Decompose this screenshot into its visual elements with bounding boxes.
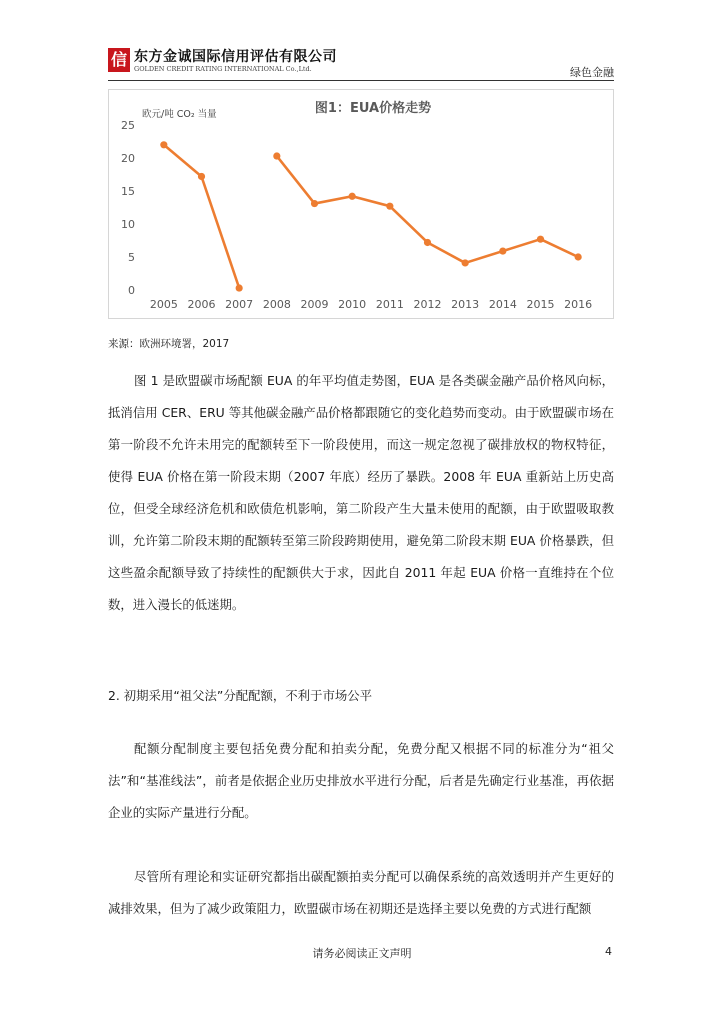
x-tick-label: 2009 xyxy=(300,298,329,311)
x-tick-label: 2007 xyxy=(225,298,254,311)
paragraph-1: 图 1 是欧盟碳市场配额 EUA 的年平均值走势图，EUA 是各类碳金融产品价格风向标，抵消信用 CER、ERU 等其他碳金融产品价格都跟随它的变化趋势而变动。由于欧盟碳市场在第一阶段不允许未用完的配额转至下一阶段使用，而这一规定忽视了碳排放权的物权特征，使得 EUA 价格在第一阶段末期（2007 年底）经历了暴跌。2008 年 EUA 重新站上历史高位，但受全球经济危机和欧债危机影响，第二阶段产生大量未使用的配额，由于欧盟吸取教训，允许第二阶段末期的配额转至第三阶段跨期使用，避免第二阶段末期 EUA 价格暴跌，但这些盈余配额导致了持续性的配额供大于求，因此自 2011 年起 EUA 价格一直维持在个位数，进入漫长的低迷期。 xyxy=(108,373,614,612)
header-divider xyxy=(108,80,614,81)
y-tick-label: 25 xyxy=(121,119,135,132)
x-tick-label: 2012 xyxy=(413,298,442,311)
data-point xyxy=(537,236,544,243)
data-point xyxy=(424,239,431,246)
data-point xyxy=(198,173,205,180)
section-tag: 绿色金融 xyxy=(570,66,614,79)
paragraph-2: 配额分配制度主要包括免费分配和拍卖分配，免费分配又根据不同的标准分为“祖父法”和“基准线法”，前者是依据企业历史排放水平进行分配，后者是先确定行业基准，再依据企业的实际产量进行分配。 xyxy=(108,741,614,820)
x-tick-label: 2010 xyxy=(338,298,367,311)
company-name-cn: 东方金诚国际信用评估有限公司 xyxy=(134,49,337,65)
y-tick-label: 0 xyxy=(128,284,135,297)
series-line xyxy=(164,145,239,288)
section-heading: 2. 初期采用“祖父法”分配配额，不利于市场公平 xyxy=(108,688,373,703)
company-name-en: GOLDEN CREDIT RATING INTERNATIONAL Co.,Ltd. xyxy=(134,65,312,73)
eua-price-chart xyxy=(108,89,614,319)
x-tick-label: 2006 xyxy=(187,298,216,311)
data-point xyxy=(499,247,506,254)
paragraph-3: 尽管所有理论和实证研究都指出碳配额拍卖分配可以确保系统的高效透明并产生更好的减排效果，但为了减少政策阻力，欧盟碳市场在初期还是选择主要以免费的方式进行配额 xyxy=(108,869,614,916)
footer-disclaimer: 请务必阅读正文声明 xyxy=(312,947,412,960)
chart-source: 来源：欧洲环境署，2017 xyxy=(108,338,230,350)
chart-canvas xyxy=(109,90,613,318)
y-tick-label: 20 xyxy=(121,152,135,165)
data-point xyxy=(311,200,318,207)
chart-y-axis-label: 欧元/吨 CO₂ 当量 xyxy=(142,109,217,120)
x-tick-label: 2015 xyxy=(526,298,555,311)
x-tick-label: 2011 xyxy=(375,298,404,311)
y-tick-label: 15 xyxy=(121,185,135,198)
data-point xyxy=(236,284,243,291)
data-point xyxy=(273,152,280,159)
chart-title: 图1：EUA价格走势 xyxy=(314,101,432,116)
x-tick-label: 2016 xyxy=(564,298,593,311)
series-line xyxy=(277,156,578,263)
data-point xyxy=(386,203,393,210)
data-point xyxy=(160,141,167,148)
y-tick-label: 10 xyxy=(121,218,135,231)
y-tick-label: 5 xyxy=(128,251,135,264)
x-tick-label: 2013 xyxy=(451,298,480,311)
page-header xyxy=(108,44,614,78)
data-point xyxy=(349,193,356,200)
x-tick-label: 2005 xyxy=(149,298,178,311)
data-point xyxy=(575,253,582,260)
x-tick-label: 2008 xyxy=(262,298,291,311)
data-point xyxy=(462,259,469,266)
page-number: 4 xyxy=(605,945,612,958)
company-logo: 信 xyxy=(108,48,130,72)
x-tick-label: 2014 xyxy=(488,298,517,311)
